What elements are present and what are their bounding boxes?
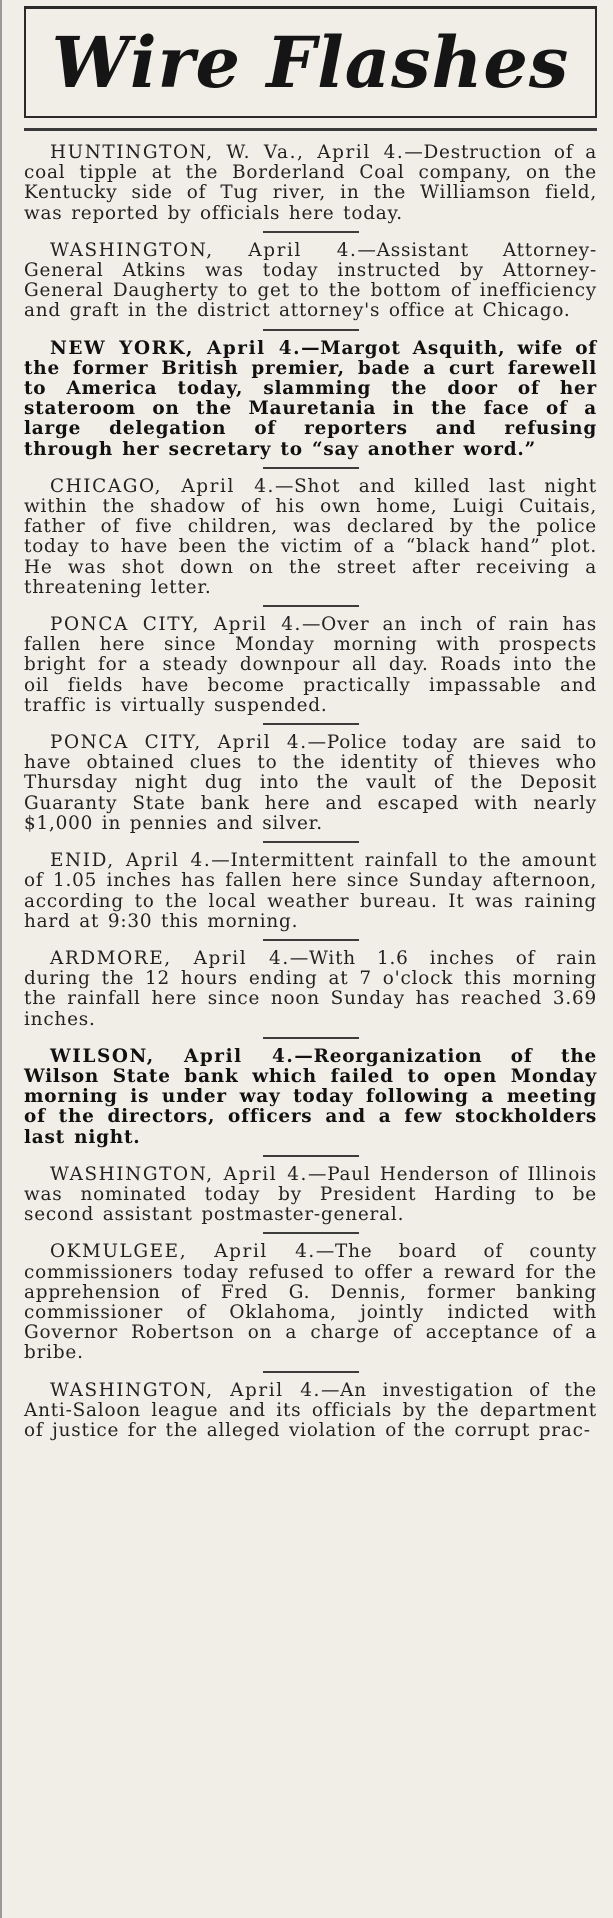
story-separator: [263, 1371, 359, 1373]
news-item: [24, 339, 597, 460]
news-item: [24, 615, 597, 716]
dateline: PONCA CITY, April 4.: [50, 614, 302, 636]
story-separator: [263, 1232, 359, 1234]
news-item: [24, 241, 597, 322]
news-item: [24, 1165, 597, 1226]
dateline: WASHINGTON, April 4.: [50, 1379, 321, 1401]
dateline: OKMULGEE, April 4.: [50, 1241, 316, 1263]
dateline: HUNTINGTON, W. Va., April 4.: [50, 142, 405, 163]
dateline: ENID, April 4.: [50, 850, 212, 872]
story-body: —With 1.6 inches of rain during the 12 hours ending at 7 o'clock this morning the rainfall here since noon Sunday has reached 3.69 inches.: [24, 947, 597, 1030]
news-item: [24, 1242, 597, 1363]
story-separator: [263, 467, 359, 469]
dateline: WILSON, April 4.: [50, 1045, 295, 1067]
story-body: —Shot and killed last night within the shadow of his own home, Luigi Cuitais, father of five children, was declared by the police today to have been the victim of a “black hand” plot. He was shot down on the street after receiving a threatening letter.: [24, 475, 597, 598]
story-separator: [263, 329, 359, 331]
news-item: [24, 733, 597, 834]
dateline: WASHINGTON, April 4.: [50, 239, 358, 261]
dateline: WASHINGTON, April 4.: [50, 1163, 308, 1185]
news-item: [24, 143, 597, 224]
story-separator: [263, 723, 359, 725]
story-separator: [263, 1037, 359, 1039]
story-body: —Reorganization of the Wilson State bank which failed to open Monday morning is under way today following a meeting of the directors, officers and a few stockholders last night.: [24, 1045, 598, 1148]
dateline: NEW YORK, April 4.: [50, 337, 302, 359]
story-separator: [263, 841, 359, 843]
story-separator: [263, 231, 359, 233]
story-separator: [263, 605, 359, 607]
story-body: —Assistant Attorney-General Atkins was today instructed by Attorney-General Daugherty to get to the bottom of inefficiency and graft in the district attorney's office at Chicago.: [24, 239, 597, 322]
news-item: [24, 477, 597, 598]
story-body: —Paul Henderson of Illinois was nominated today by President Harding to be second assistant postmaster-general.: [24, 1163, 597, 1226]
dateline: CHICAGO, April 4.: [50, 475, 275, 497]
story-body: —Police today are said to have obtained clues to the identity of thieves who Thursday night dug into the vault of the Deposit Guaranty State bank here and escaped with nearly $1,000 in pennies and silver.: [24, 732, 597, 834]
story-body: —Over an inch of rain has fallen here since Monday morning with prospects bright for a steady downpour all day. Roads into the oil fields have become practically impassable and traffic is virtually suspended.: [24, 614, 597, 716]
story-separator: [263, 1155, 359, 1157]
news-item: [24, 1047, 597, 1148]
story-body: —Destruction of a coal tipple at the Borderland Coal company, on the Kentucky side of Tug river, in the Williamson field, was reported by officials here today.: [24, 142, 597, 224]
masthead-box: [24, 6, 597, 118]
dateline: ARDMORE, April 4.: [50, 947, 290, 969]
story-body: —The board of county commissioners today refused to offer a reward for the apprehension of Fred G. Dennis, former banking commissioner of Oklahoma, jointly indicted with Governor Robertson on a charge of acceptance of a bribe.: [24, 1241, 597, 1364]
story-separator: [263, 939, 359, 941]
news-item: [24, 949, 597, 1030]
masthead-rule: [24, 128, 597, 131]
news-item: [24, 1381, 597, 1442]
column-title: Wire Flashes: [51, 21, 570, 104]
story-body: —An investigation of the Anti-Saloon league and its officials by the department of justice for the alleged violation of the corrupt prac-: [24, 1379, 597, 1441]
story-body: —Margot Asquith, wife of the former British premier, bade a curt farewell to America today, slamming the door of her stateroom on the Mauretania in the face of a large delegation of reporters and refusing through her secretary to “say another word.”: [24, 337, 597, 460]
dateline: PONCA CITY, April 4.: [50, 732, 308, 754]
story-body: —Intermittent rainfall to the amount of 1.05 inches has fallen here since Sunday afternoon, according to the local weather bureau. It was raining hard at 9:30 this morning.: [24, 850, 597, 932]
news-item: [24, 851, 597, 932]
